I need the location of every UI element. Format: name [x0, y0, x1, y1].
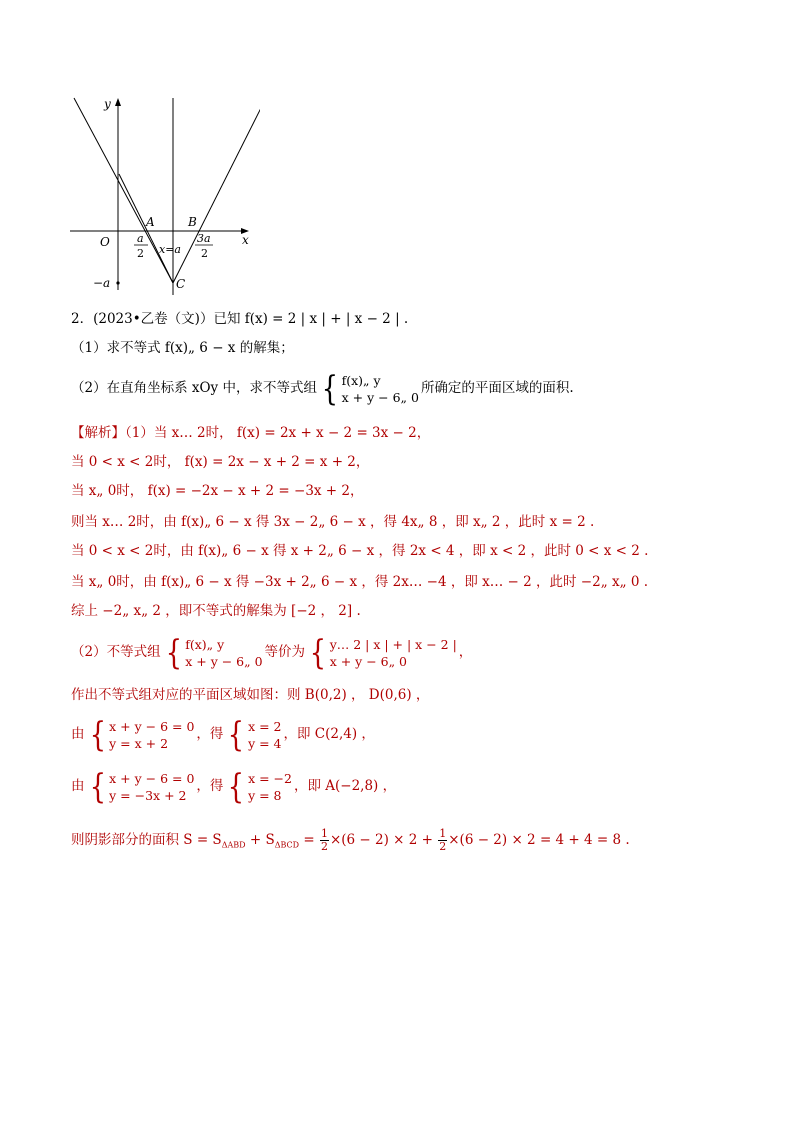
s2-system [87, 766, 195, 807]
s2-answer [225, 766, 292, 807]
label-a-half-den: 2 [137, 247, 144, 260]
frac-num: 1 [439, 827, 447, 840]
area-term-1: ×(6 − 2) × 2 + [329, 832, 438, 848]
s1-row-1: x + y − 6 = 0 [109, 718, 195, 734]
area-term-2: ×(6 − 2) × 2 = 4 + 4 = 8 . [448, 832, 630, 848]
p2-sys2-row-2: x + y − 6„ 0 [329, 653, 407, 669]
s2-answer-2: y = 8 [248, 787, 282, 803]
s1-answer-1: x = 2 [248, 718, 282, 734]
problem-header: 2．(2023•乙卷（文)）已知 f(x) = 2 | x | + | x − 2 | . [71, 311, 409, 327]
solution-part-2 [71, 632, 472, 672]
v-line-right [173, 100, 260, 283]
solve-a-line [71, 766, 396, 806]
solution-line-2: 当 0 < x < 2时， f(x) = 2x − x + 2 = x + 2， [71, 454, 370, 470]
s1-you: 由 [71, 726, 85, 742]
s2-de: ，得 [196, 778, 224, 794]
graph-figure [60, 90, 260, 300]
label-vline: x=a [159, 243, 181, 256]
label-a-half-num: a [137, 232, 144, 245]
brace-icon: { [165, 632, 182, 673]
label-3a-half-num: 3a [197, 232, 211, 245]
s2-row-2: y = −3x + 2 [109, 787, 187, 803]
q2-row-2: x + y − 6„ 0 [341, 389, 419, 405]
label-y: y [104, 97, 111, 111]
brace-icon: { [89, 766, 106, 807]
label-3a-half-den: 2 [201, 247, 208, 260]
p2-mid: 等价为 [264, 644, 306, 660]
solution-line-6: 当 x„ 0时，由 f(x)„ 6 − x 得 −3x + 2„ 6 − x ，得 2x… −4 ，即 x… − 2 ，此时 −2„ x„ 0 . [71, 574, 649, 590]
p2-sys1-row-2: x + y − 6„ 0 [185, 653, 263, 669]
p2-system-1 [163, 632, 263, 673]
q2-row-1: f(x)„ y [341, 372, 381, 388]
frac-den: 2 [439, 840, 447, 853]
p2-sys1-row-1: f(x)„ y [185, 636, 225, 652]
label-origin: O [100, 235, 110, 249]
s2-answer-1: x = −2 [248, 770, 292, 786]
area-sub-1: ΔABD [221, 840, 246, 850]
area-prefix: 则阴影部分的面积 S = S [71, 832, 222, 848]
half-fraction-1 [320, 828, 329, 853]
p2-end: ， [458, 644, 473, 660]
s1-system [87, 714, 195, 755]
s1-de: ，得 [196, 726, 224, 742]
half-fraction-2 [438, 828, 447, 853]
brace-icon: { [228, 766, 245, 807]
solve-c-line [71, 714, 375, 754]
solution-line-3: 当 x„ 0时， f(x) = −2x − x + 2 = −3x + 2， [71, 483, 364, 499]
area-eq: = [299, 832, 319, 848]
brace-icon: { [321, 368, 338, 409]
solution-line-7: 综上 −2„ x„ 2 ，即不等式的解集为 [−2 ， 2] . [71, 603, 361, 619]
solution-line-4: 则当 x… 2时，由 f(x)„ 6 − x 得 3x − 2„ 6 − x ，得 4x„ 8 ，即 x„ 2 ，此时 x = 2 . [71, 514, 595, 530]
q2-system [319, 368, 419, 409]
solution-text-1: （1）当 x… 2时， f(x) = 2x + x − 2 = 3x − 2， [125, 425, 431, 441]
q2-prefix: （2）在直角坐标系 xOy 中，求不等式组 [71, 380, 317, 396]
question-1: （1）求不等式 f(x)„ 6 − x 的解集； [71, 340, 294, 356]
s2-you: 由 [71, 778, 85, 794]
solution-tag: 【解析】 [71, 425, 125, 441]
label-neg-a: −a [93, 276, 111, 290]
s2-end: ，即 A(−2,8) ， [293, 778, 397, 794]
y-axis [115, 98, 121, 290]
s2-row-1: x + y − 6 = 0 [109, 770, 195, 786]
area-sub-2: ΔBCD [274, 840, 300, 850]
label-C: C [176, 277, 186, 291]
question-2 [71, 368, 574, 408]
s1-end: ，即 C(2,4) ， [283, 726, 375, 742]
brace-icon: { [309, 632, 326, 673]
q2-suffix: 所确定的平面区域的面积. [420, 380, 574, 396]
label-A: A [146, 215, 155, 229]
frac-den: 2 [320, 840, 328, 853]
solution-line-5: 当 0 < x < 2时，由 f(x)„ 6 − x 得 x + 2„ 6 − x ，得 2x < 4 ，即 x < 2 ，此时 0 < x < 2 . [71, 543, 649, 559]
brace-icon: { [89, 714, 106, 755]
p2-system-2 [307, 632, 457, 673]
point-neg-a [116, 281, 119, 284]
brace-icon: { [228, 714, 245, 755]
solution-line-1 [71, 424, 430, 442]
solution-line-9: 作出不等式组对应的平面区域如图：则 B(0,2) ， D(0,6) ， [71, 687, 430, 703]
s1-row-2: y = x + 2 [109, 735, 169, 751]
label-x: x [242, 233, 249, 247]
p2-sys2-row-1: y… 2 | x | + | x − 2 | [329, 636, 457, 652]
frac-num: 1 [320, 827, 328, 840]
area-plus: + S [245, 832, 275, 848]
p2-prefix: （2）不等式组 [71, 644, 161, 660]
area-line [71, 822, 630, 864]
s1-answer-2: y = 4 [248, 735, 282, 751]
label-B: B [188, 215, 197, 229]
x-axis [70, 228, 249, 234]
s1-answer [225, 714, 282, 755]
